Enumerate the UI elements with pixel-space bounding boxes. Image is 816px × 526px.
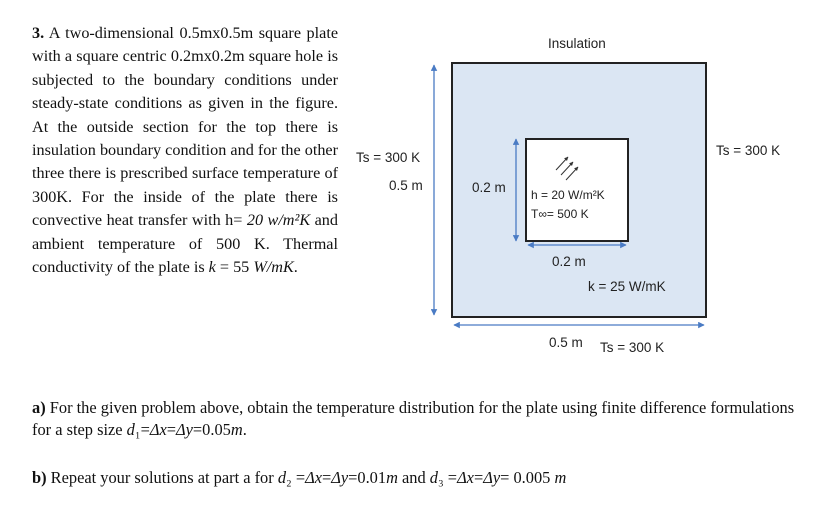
part-a-text: For the given problem above, obtain the temperature distribution for the plate using finite difference formulations for a step size d₁=Δx=Δy=0.05m.	[32, 398, 795, 439]
part-b-label: b)	[32, 468, 47, 487]
part-b	[32, 467, 802, 489]
right-bc-label: Ts = 300 K	[716, 143, 781, 158]
insulation-label: Insulation	[548, 36, 606, 51]
part-b-text: Repeat your solutions at part a for d₂ =Δx=Δy=0.01m and d₃ =Δx=Δy= 0.005 m	[46, 468, 567, 487]
hole-width-label: 0.2 m	[552, 254, 586, 269]
outer-height-label: 0.5 m	[389, 178, 423, 193]
left-bc-label: Ts = 300 K	[356, 150, 421, 165]
t-inf-label: T∞= 500 K	[531, 207, 589, 221]
hole-height-label: 0.2 m	[472, 180, 506, 195]
outer-width-label: 0.5 m	[549, 335, 583, 350]
h-label: h = 20 W/m²K	[531, 188, 605, 202]
bottom-bc-label: Ts = 300 K	[600, 340, 665, 355]
problem-text: A two-dimensional 0.5mx0.5m square plate with a square centric 0.2mx0.2m square hole is subjected to the boundary conditions under steady-state conditions as given in the figure. At the outside section for the top there is insulation boundary condition and for the other three there is prescribed surface temperature of 300K. For the inside of the plate there is convective heat transfer with h= 20 w/m²K and ambient temperature of 500 K. Thermal conductivity of the plate is k = 55 W/mK.	[32, 24, 339, 277]
part-a-label: a)	[32, 398, 46, 417]
problem-number: 3.	[32, 24, 45, 42]
part-a	[32, 397, 802, 441]
conductivity-label: k = 25 W/mK	[588, 279, 666, 294]
